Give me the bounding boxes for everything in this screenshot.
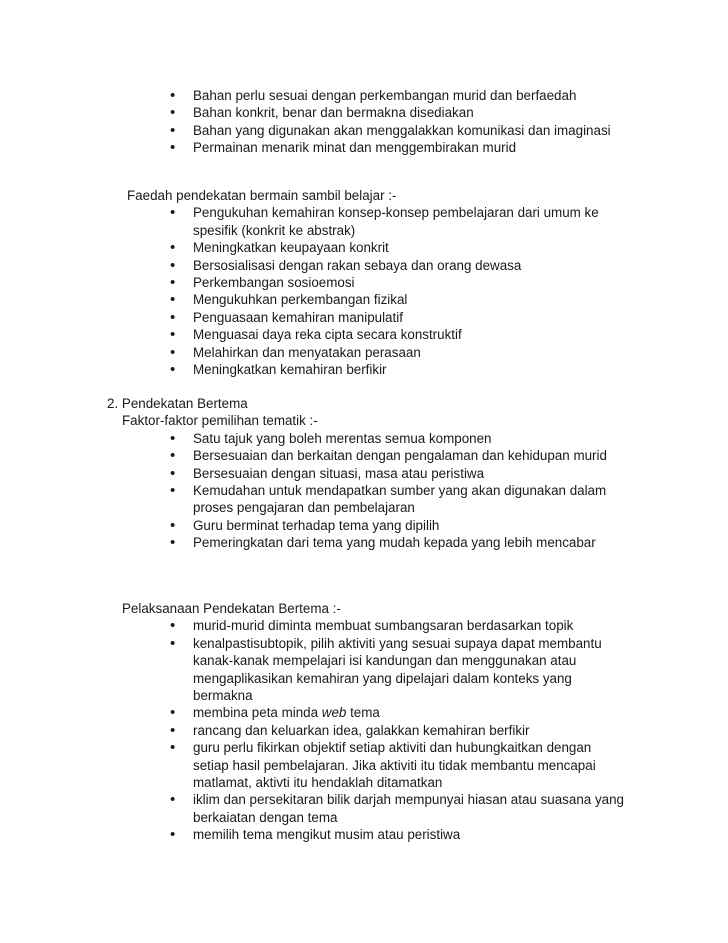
faedah-heading: Faedah pendekatan bermain sambil belajar :- [127, 188, 397, 203]
list-item-text: Bahan perlu sesuai dengan perkembangan murid dan berfaedah [193, 88, 577, 103]
bullet-icon: • [170, 239, 176, 257]
list-item-text-post: tema [346, 705, 380, 721]
list-item-text-pre: membina peta minda [193, 705, 322, 721]
list-item-text: Bersosialisasi dengan rakan sebaya dan orang dewasa [193, 257, 522, 273]
list-item-text: Kemudahan untuk mendapatkan sumber yang akan digunakan dalam proses pengajaran dan pembelajaran [193, 483, 607, 516]
list-item [0, 361, 728, 378]
list-item-text: Melahirkan dan menyatakan perasaan [193, 344, 421, 360]
bullet-icon: • [170, 343, 176, 361]
list-item-text: Penguasaan kemahiran manipulatif [193, 309, 403, 325]
list-item-text: Pemeringkatan dari tema yang mudah kepada yang lebih mencabar [193, 535, 596, 551]
list-item [0, 704, 728, 721]
bullet-icon: • [170, 704, 176, 722]
bullet-icon: • [170, 361, 176, 379]
list-item-text: Bersesuaian dengan situasi, masa atau peristiwa [193, 465, 485, 481]
bullet-icon: • [170, 274, 176, 292]
list-item-text: kenalpastisubtopik, pilih aktiviti yang sesuai supaya dapat membantu kanak-kanak mempelajari isi kandungan dan menggunakan atau mengaplikasikan kemahiran yang dipelajari dalam konteks yang bermakna [193, 635, 602, 704]
emphasis-web: web [321, 705, 347, 721]
list-item [0, 122, 728, 139]
pelaksanaan-block [0, 600, 728, 844]
list-item [0, 447, 728, 464]
list-item [0, 465, 728, 482]
bullet-icon: • [170, 256, 176, 274]
list-item-text: rancang dan keluarkan idea, galakkan kemahiran berfikir [193, 722, 530, 738]
bullet-icon: • [170, 121, 176, 139]
bullet-icon: • [170, 482, 176, 500]
bullet-icon: • [170, 739, 176, 757]
list-item-text: Mengukuhkan perkembangan fizikal [193, 292, 408, 308]
list-item-text: Meningkatkan keupayaan konkrit [193, 240, 389, 256]
section-title: 2. Pendekatan Bertema [107, 396, 248, 411]
bullet-icon: • [170, 429, 176, 447]
bullet-icon: • [170, 721, 176, 739]
list-item [0, 274, 728, 291]
list-item [0, 291, 728, 308]
bullet-icon: • [170, 139, 176, 157]
bullet-icon: • [170, 87, 176, 104]
list-item [0, 309, 728, 326]
bullet-icon: • [170, 516, 176, 534]
bullet-icon: • [170, 791, 176, 809]
list-item-text: Menguasai daya reka cipta secara konstruktif [193, 327, 462, 343]
list-item-text: murid-murid diminta membuat sumbangsaran berdasarkan topik [193, 618, 574, 634]
faktor-heading: Faktor-faktor pemilihan tematik :- [122, 413, 318, 429]
bullet-icon: • [170, 326, 176, 344]
list-item [0, 722, 728, 739]
bullet-icon: • [170, 634, 176, 652]
list-item [0, 344, 728, 361]
list-item [0, 517, 728, 534]
bullet-icon: • [170, 534, 176, 552]
list-item-text: Satu tajuk yang boleh merentas semua komponen [193, 430, 492, 446]
faktor-bullet-list [0, 430, 728, 552]
intro-bullet-block [0, 87, 728, 157]
list-item [0, 204, 728, 239]
list-item-text: Permainan menarik minat dan menggembirakan murid [193, 140, 517, 156]
bullet-icon: • [170, 104, 176, 122]
list-item [0, 430, 728, 447]
bullet-icon: • [170, 464, 176, 482]
bullet-icon: • [170, 826, 176, 844]
list-item [0, 635, 728, 705]
list-item-text: memilih tema mengikut musim atau peristiwa [193, 827, 461, 843]
list-item [0, 534, 728, 551]
section-2-block [0, 395, 728, 552]
list-item-text: Meningkatkan kemahiran berfikir [193, 362, 387, 378]
bullet-icon: • [170, 617, 176, 635]
list-item-text: Guru berminat terhadap tema yang dipilih [193, 517, 440, 533]
list-item [0, 104, 728, 121]
faedah-bullet-list [0, 204, 728, 378]
list-item [0, 257, 728, 274]
pelaksanaan-heading: Pelaksanaan Pendekatan Bertema :- [122, 601, 341, 616]
bullet-icon: • [170, 447, 176, 465]
list-item [0, 239, 728, 256]
list-item-text: Bersesuaian dan berkaitan dengan pengalaman dan kehidupan murid [193, 448, 607, 464]
list-item-text: Pengukuhan kemahiran konsep-konsep pembelajaran dari umum ke spesifik (konkrit ke abstrak) [193, 205, 599, 238]
list-item [0, 326, 728, 343]
list-item [0, 139, 728, 156]
intro-bullet-list [0, 87, 728, 157]
list-item [0, 791, 728, 826]
list-item-text: Bahan yang digunakan akan menggalakkan komunikasi dan imaginasi [193, 122, 611, 138]
faedah-block [0, 187, 728, 378]
list-item [0, 826, 728, 843]
list-item [0, 617, 728, 634]
pelaksanaan-bullet-list [0, 617, 728, 843]
list-item-text [193, 705, 380, 720]
list-item [0, 87, 728, 104]
bullet-icon: • [170, 308, 176, 326]
bullet-icon: • [170, 291, 176, 309]
bullet-icon: • [170, 204, 176, 222]
list-item-text: guru perlu fikirkan objektif setiap aktiviti dan hubungkaitkan dengan setiap hasil pembelajaran. Jika aktiviti itu tidak membantu mencapai matlamat, aktivti itu hendaklah ditamatkan [193, 740, 596, 791]
list-item-text: iklim dan persekitaran bilik darjah mempunyai hiasan atau suasana yang berkaiatan dengan tema [193, 792, 624, 825]
list-item-text: Bahan konkrit, benar dan bermakna disediakan [193, 105, 474, 121]
list-item [0, 482, 728, 517]
list-item [0, 739, 728, 791]
list-item-text: Perkembangan sosioemosi [193, 275, 355, 291]
